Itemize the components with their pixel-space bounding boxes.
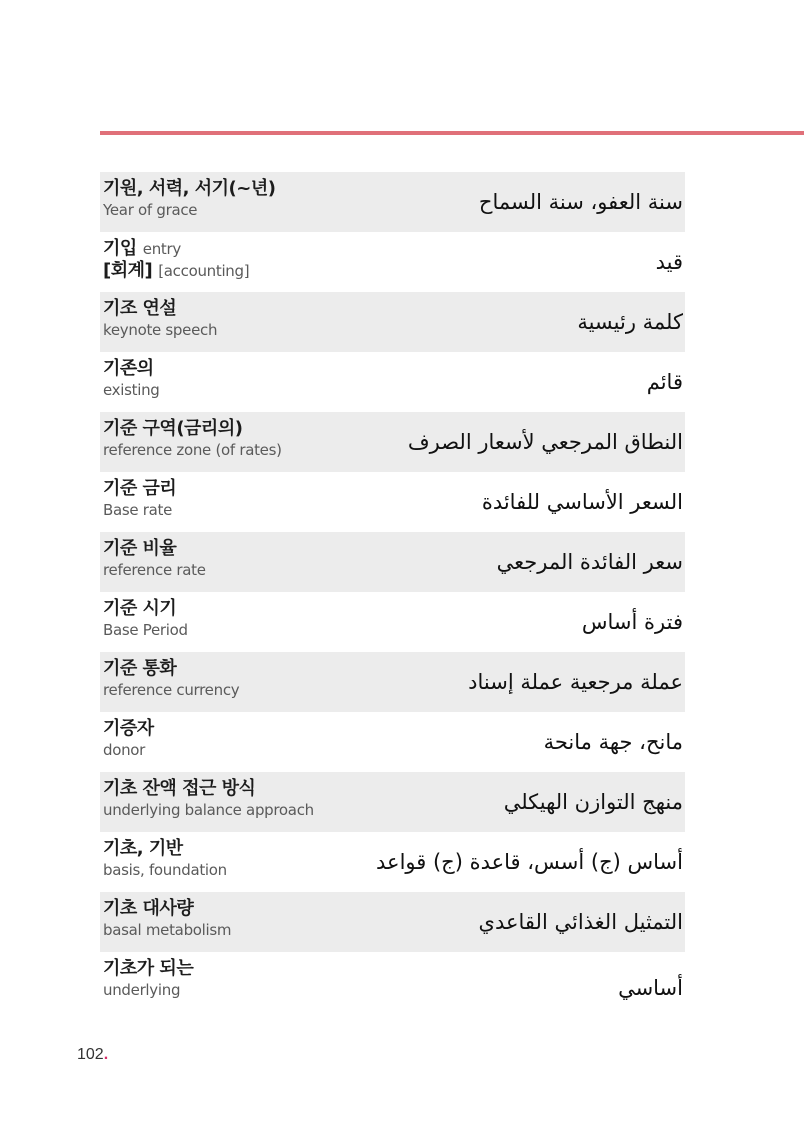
- arabic-term: عملة مرجعية عملة إسناد: [468, 670, 683, 694]
- glossary-row: [100, 172, 685, 232]
- korean-term: 기원, 서력, 서기(~년): [103, 178, 276, 199]
- korean-term: 기준 구역(금리의): [103, 418, 243, 439]
- arabic-term: النطاق المرجعي لأسعار الصرف: [407, 430, 683, 454]
- english-term: underlying: [103, 981, 181, 999]
- korean-term: 기존의: [103, 358, 154, 379]
- english-term: entry: [142, 240, 181, 258]
- korean-term: 기준 시기: [103, 598, 177, 619]
- glossary-row: [100, 412, 685, 472]
- korean-term: 기초 잔액 접근 방식: [103, 778, 256, 799]
- english-term: keynote speech: [103, 321, 218, 339]
- english-term: reference zone (of rates): [103, 441, 282, 459]
- glossary-row: [100, 652, 685, 712]
- arabic-term: قائم: [646, 370, 683, 394]
- glossary-row: [100, 592, 685, 652]
- english-term: basal metabolism: [103, 921, 232, 939]
- korean-term: 기초, 기반: [103, 838, 183, 859]
- korean-term: 기초 대사량: [103, 898, 194, 919]
- english-term-qualifier: [accounting]: [158, 262, 250, 280]
- korean-term: 기준 비율: [103, 538, 177, 559]
- arabic-term: كلمة رئيسية: [577, 310, 683, 334]
- glossary-row: [100, 532, 685, 592]
- glossary-row: [100, 712, 685, 772]
- english-term: reference currency: [103, 681, 240, 699]
- korean-term: 기준 금리: [103, 478, 177, 499]
- arabic-term: أساسي: [618, 976, 683, 1000]
- glossary-row: [100, 772, 685, 832]
- arabic-term: قيد: [655, 250, 683, 274]
- arabic-term: سعر الفائدة المرجعي: [496, 550, 683, 574]
- arabic-term: التمثيل الغذائي القاعدي: [478, 910, 683, 934]
- arabic-term: سنة العفو، سنة السماح: [478, 190, 683, 214]
- glossary-row: [100, 292, 685, 352]
- glossary-row: [100, 352, 685, 412]
- korean-term: 기준 통화: [103, 658, 177, 679]
- english-term: basis, foundation: [103, 861, 227, 879]
- glossary-row: [100, 832, 685, 892]
- glossary-row: [100, 952, 685, 1012]
- arabic-term: فترة أساس: [581, 610, 683, 634]
- korean-term-qualifier: [회계]: [103, 260, 153, 281]
- arabic-term: مانح، جهة مانحة: [543, 730, 683, 754]
- english-term: underlying balance approach: [103, 801, 314, 819]
- english-term: reference rate: [103, 561, 206, 579]
- header-rule: [100, 131, 804, 135]
- arabic-term: أساس (ج) أسس، قاعدة (ج) قواعد: [376, 850, 683, 874]
- english-term: existing: [103, 381, 160, 399]
- page-number: [77, 1046, 108, 1064]
- glossary-table: [100, 172, 685, 1012]
- glossary-row: [100, 472, 685, 532]
- english-term: Year of grace: [103, 201, 198, 219]
- english-term: Base rate: [103, 501, 173, 519]
- arabic-term: منهج التوازن الهيكلي: [503, 790, 683, 814]
- korean-term: 기입: [103, 238, 137, 259]
- glossary-row: [100, 232, 685, 292]
- glossary-row: [100, 892, 685, 952]
- korean-term: 기초가 되는: [103, 958, 194, 979]
- korean-term: 기조 연설: [103, 298, 177, 319]
- english-term: donor: [103, 741, 146, 759]
- korean-term: 기증자: [103, 718, 154, 739]
- page-number-text: 102: [77, 1046, 104, 1063]
- english-term: Base Period: [103, 621, 188, 639]
- arabic-term: السعر الأساسي للفائدة: [481, 490, 683, 514]
- page-number-dot: .: [103, 1046, 109, 1063]
